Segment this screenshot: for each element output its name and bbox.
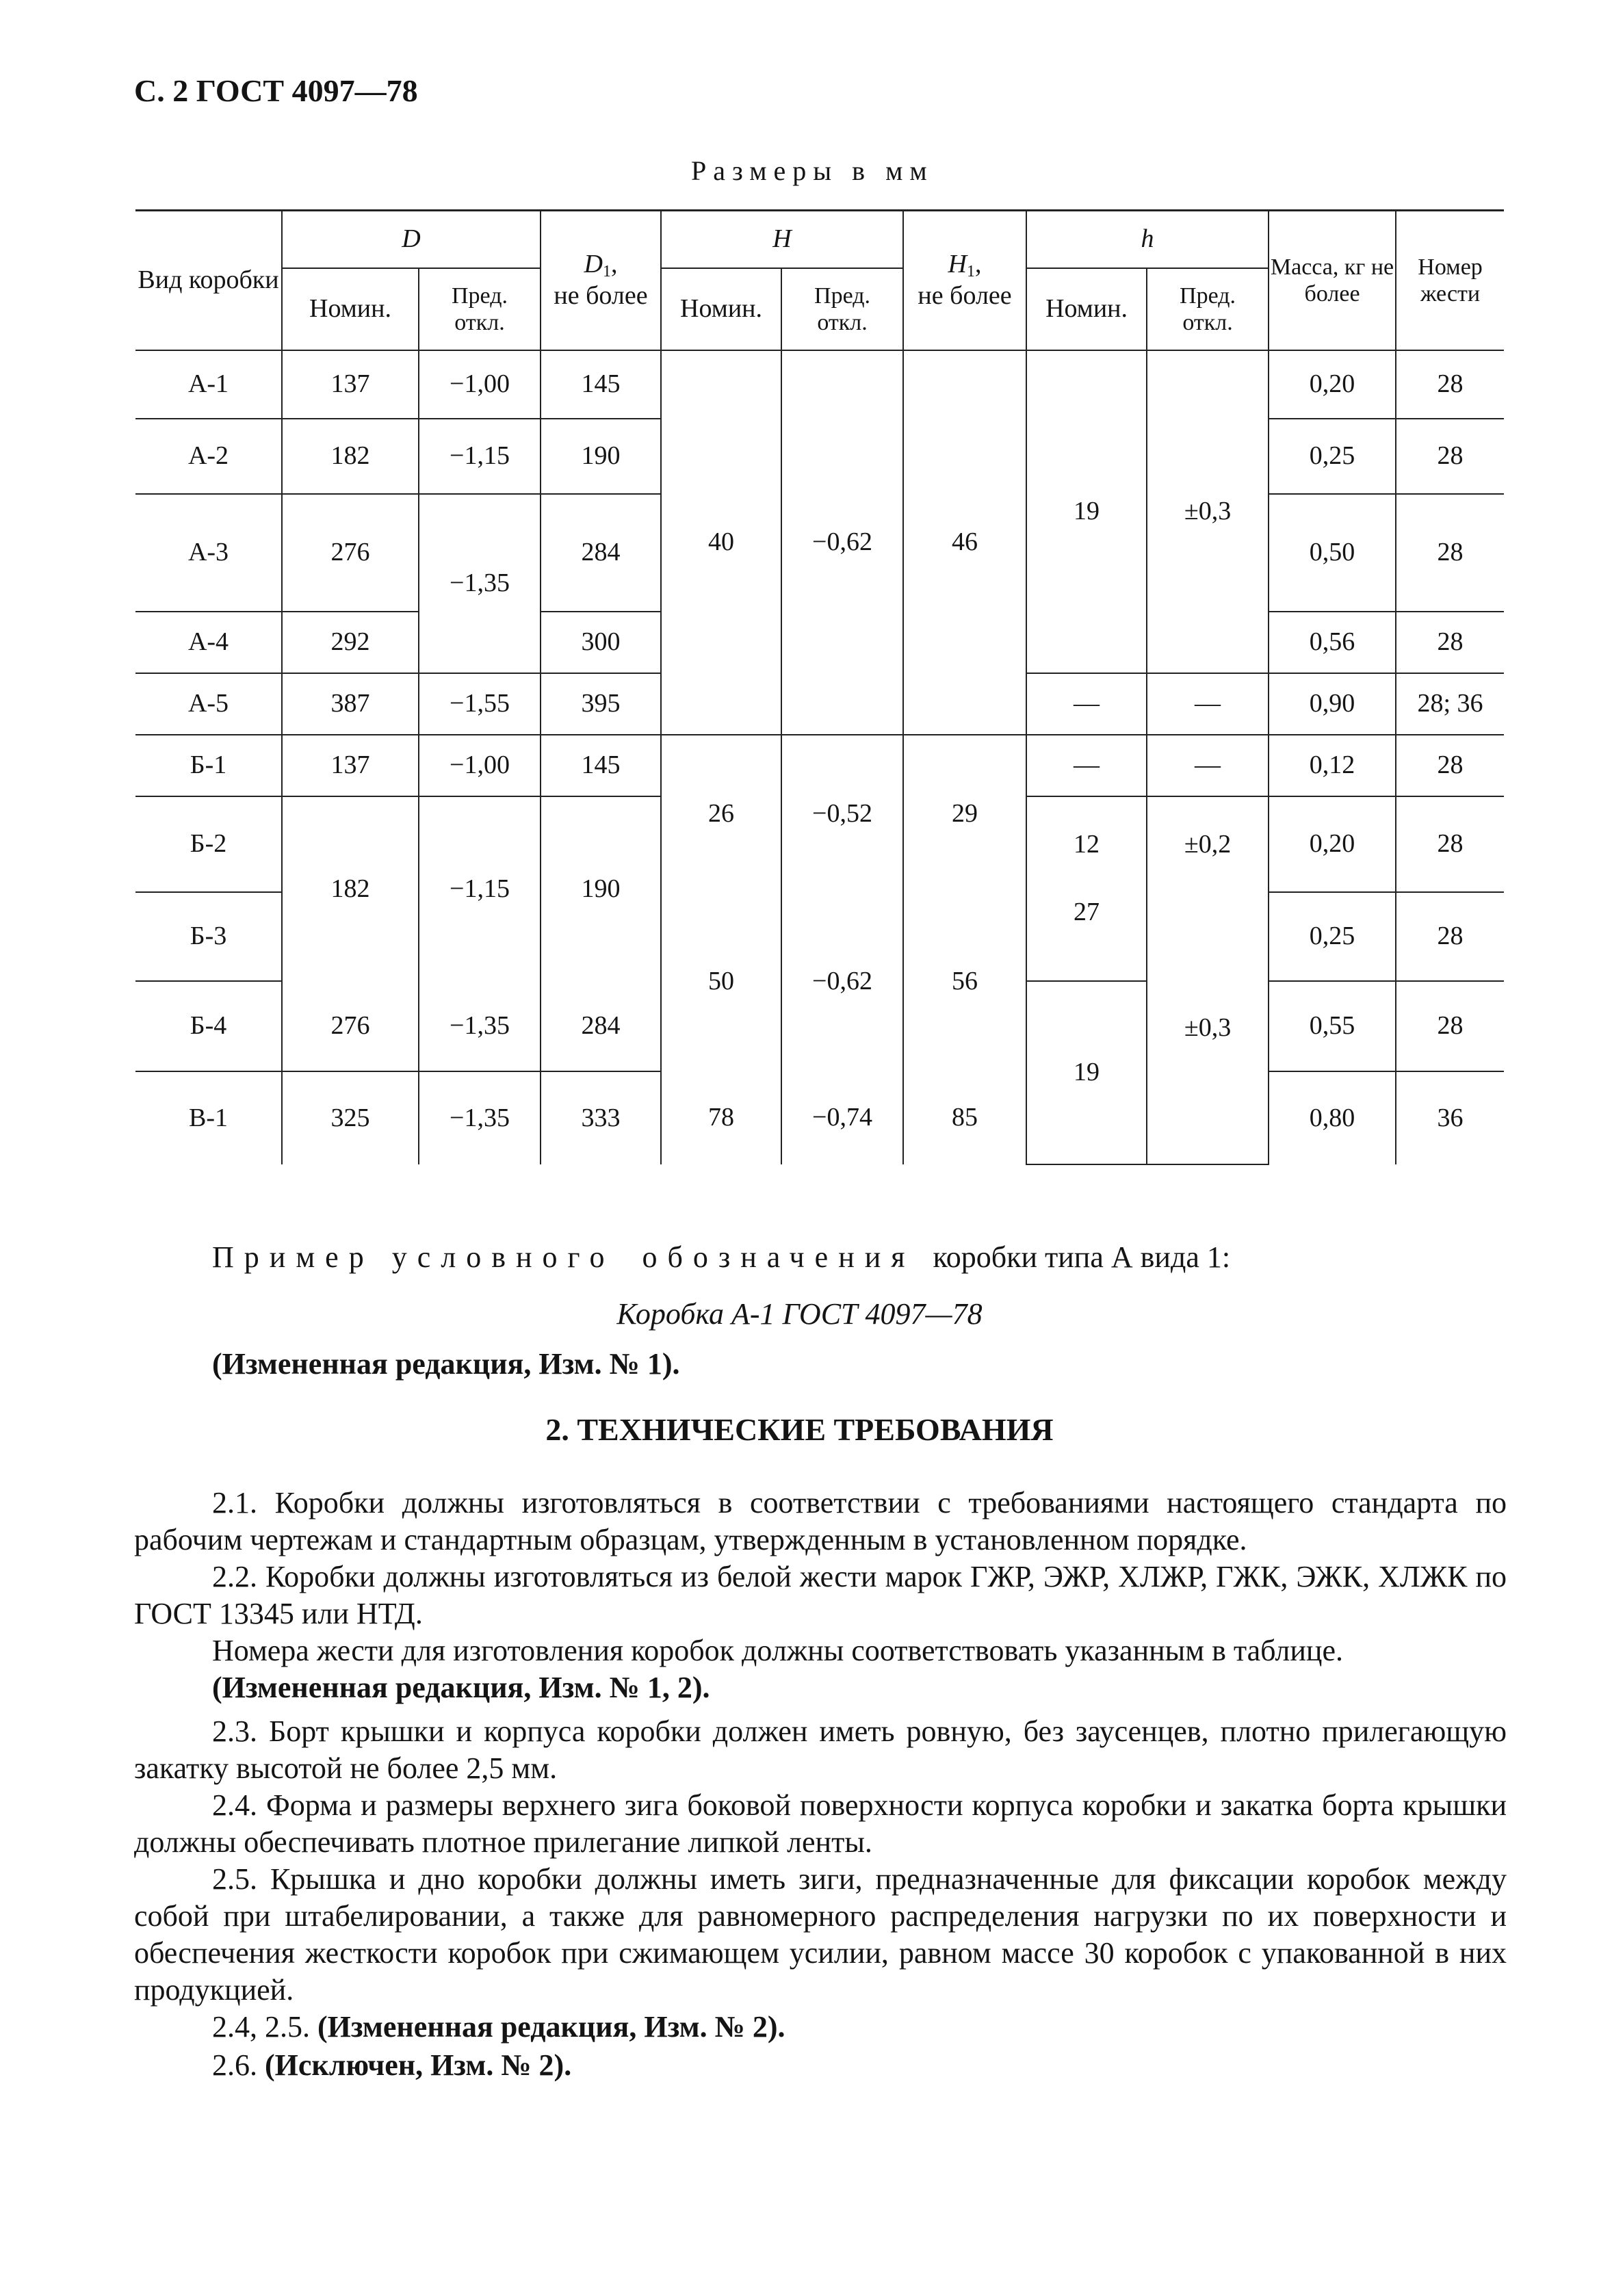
col-H-tolerance: Пред. откл. <box>781 268 903 350</box>
paragraph-2-1: 2.1. Коробки должны изготовляться в соответствии с требованиями настоящего стандарта по рабочим чертежам и стандартным образцам, утвержденным в установленном порядке. <box>134 1486 1507 1556</box>
dimensions-table <box>135 209 1504 1165</box>
col-H-nominal: Номин. <box>661 268 781 350</box>
col-h-nominal: Номин. <box>1026 268 1147 350</box>
paragraph-2-6: 2.6. (Исключен, Изм. № 2). <box>212 2048 572 2082</box>
col-D: D <box>282 211 541 269</box>
table-row: В-1 325 −1,35 333 78 −0,74 85 0,80 36 <box>135 1071 1504 1164</box>
paragraph-2-2-tin: Номера жести для изготовления коробок должны соответствовать указанным в таблице. <box>212 1634 1344 1667</box>
col-box-type: Вид коробки <box>135 211 282 351</box>
table-row: Б-4 276 −1,35 284 19 0,55 28 <box>135 981 1504 1071</box>
table-row: А-4 292 300 0,56 28 <box>135 612 1504 673</box>
table-row: Б-3 50 −0,62 56 27 ±0,3 0,25 28 <box>135 892 1504 981</box>
col-D1: $D_1$, не более <box>541 211 661 351</box>
table-row: А-1 137 −1,00 145 40 −0,62 46 19 ±0,3 0,20 28 <box>135 350 1504 419</box>
paragraph-2-5: 2.5. Крышка и дно коробки должны иметь зиги, предназначенные для фиксации коробок между собой при штабелировании, а также для равномерного распределения нагрузки по их поверхности и обеспечения жесткости коробок при сжимающем усилии, равном массе 30 коробок с упакованной в них продукцией. <box>134 1862 1507 2007</box>
paragraph-2-2: 2.2. Коробки должны изготовляться из белой жести марок ГЖР, ЭЖР, ХЛЖР, ГЖК, ЭЖК, ХЛЖК по ГОСТ 13345 или НТД. <box>134 1560 1507 1630</box>
paragraph-2-4: 2.4. Форма и размеры верхнего зига боковой поверхности корпуса коробки и закатка борта крышки должны обеспечивать плотное прилегание липкой ленты. <box>134 1788 1507 1859</box>
col-H: H <box>661 211 903 269</box>
col-mass: Масса, кг не более <box>1269 211 1396 351</box>
table-row: Б-1 137 −1,00 145 26 −0,52 29 — — 0,12 28 <box>135 735 1504 796</box>
designation-example: Пример условного обозначения коробки типа А вида 1: <box>212 1240 1231 1274</box>
units-caption: Размеры в мм <box>691 155 934 186</box>
page-header: С. 2 ГОСТ 4097—78 <box>134 73 418 108</box>
section-title: 2. ТЕХНИЧЕСКИЕ ТРЕБОВАНИЯ <box>545 1412 1054 1447</box>
change-note: 2.4, 2.5. (Измененная редакция, Изм. № 2). <box>212 2010 785 2044</box>
table-row: А-3 276 −1,35 284 0,50 28 <box>135 494 1504 612</box>
change-note: (Измененная редакция, Изм. № 1, 2). <box>212 1671 710 1704</box>
col-h-tolerance: Пред. откл. <box>1147 268 1269 350</box>
col-H1: $H_1$, не более <box>903 211 1026 351</box>
paragraph-2-3: 2.3. Борт крышки и корпуса коробки должен иметь ровную, без заусенцев, плотно прилегающую закатку высотой не более 2,5 мм. <box>134 1714 1507 1785</box>
designation-code: Коробка А-1 ГОСТ 4097—78 <box>616 1297 983 1331</box>
change-note: (Измененная редакция, Изм. № 1). <box>212 1347 680 1381</box>
col-h: h <box>1026 211 1269 269</box>
table-row: Б-2 182 −1,15 190 12 ±0,2 0,20 28 <box>135 796 1504 892</box>
col-D-tolerance: Пред. откл. <box>419 268 541 350</box>
col-tin-number: Номер жести <box>1396 211 1504 351</box>
col-D-nominal: Номин. <box>282 268 419 350</box>
table-row: А-2 182 −1,15 190 0,25 28 <box>135 419 1504 494</box>
table-row: А-5 387 −1,55 395 — — 0,90 28; 36 <box>135 673 1504 735</box>
